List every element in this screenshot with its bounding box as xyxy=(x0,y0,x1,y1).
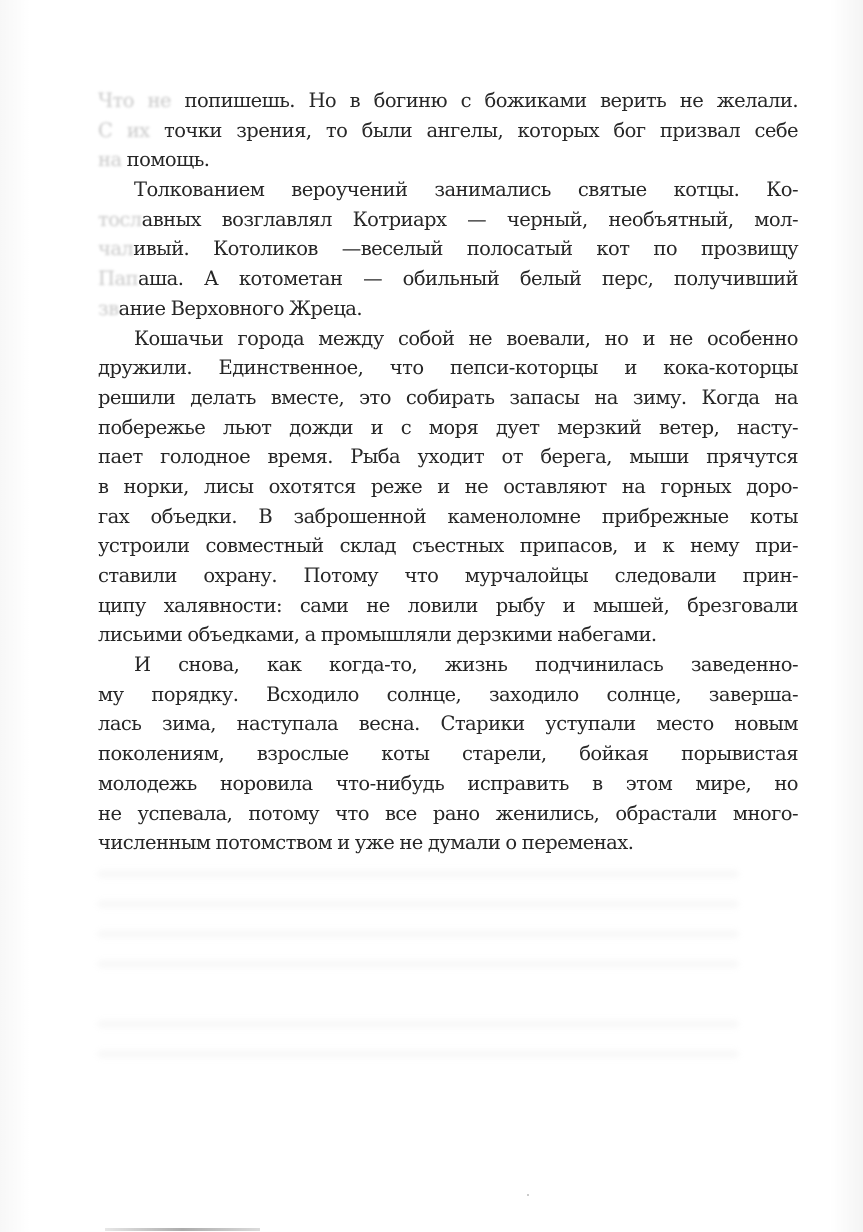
faded-text-fragment: на xyxy=(98,148,122,172)
bleed-through-artifact xyxy=(98,870,738,878)
line-text: И снова, как когда-то, жизнь подчинилась заведенно- xyxy=(134,653,798,677)
line-text: не успевала, потому что все рано женились, обрастали много- xyxy=(98,801,798,825)
faded-text-fragment: С их xyxy=(98,118,150,142)
page-edge-shadow xyxy=(105,1228,260,1231)
text-line xyxy=(98,353,798,383)
text-line xyxy=(98,294,798,324)
faded-text-fragment: Пап xyxy=(98,267,138,291)
line-text: лась зима, наступала весна. Старики уступали место новым xyxy=(98,712,798,736)
paragraph-2 xyxy=(98,175,798,323)
text-line xyxy=(98,680,798,710)
text-line xyxy=(98,175,798,205)
text-line xyxy=(98,234,798,264)
line-text: попишешь. Но в богиню с божиками верить не желали. xyxy=(170,89,798,112)
text-line xyxy=(98,205,798,235)
text-line xyxy=(98,502,798,532)
text-line xyxy=(98,620,798,650)
text-line xyxy=(98,739,798,769)
line-text: лисьими объедками, а промышляли дерзкими набегами. xyxy=(98,623,657,647)
line-text: в норки, лисы охотятся реже и не оставляют на горных доро- xyxy=(98,474,798,498)
line-text: дружили. Единственное, что пепси-которцы и кока-которцы xyxy=(98,356,798,380)
paragraph-4 xyxy=(98,650,798,858)
line-text: аша. А котометан — обильный белый перс, получивший xyxy=(137,267,798,291)
scan-speck xyxy=(527,1194,529,1196)
bleed-through-artifact xyxy=(98,900,738,908)
paragraph-1 xyxy=(98,86,798,175)
line-text: Толкованием вероучений занимались святые котцы. Ко- xyxy=(134,178,798,202)
line-text: точки зрения, то были ангелы, которых бог призвал себе xyxy=(149,118,799,142)
text-line xyxy=(98,799,798,829)
paragraph-3 xyxy=(98,324,798,651)
text-line xyxy=(98,650,798,680)
faded-text-fragment: зв xyxy=(98,296,119,320)
text-line xyxy=(98,413,798,443)
bleed-through-artifact xyxy=(98,930,738,938)
text-line xyxy=(98,86,798,116)
faded-text-fragment: Что не xyxy=(98,89,171,112)
faded-text-fragment: тосл xyxy=(98,207,142,231)
line-text: побережье льют дожди и с моря дует мерзкий ветер, насту- xyxy=(98,415,798,439)
text-line xyxy=(98,531,798,561)
text-line xyxy=(98,472,798,502)
line-text: авных возглавлял Котриарх — черный, необъятный, мол- xyxy=(141,207,798,231)
text-line xyxy=(98,591,798,621)
text-line xyxy=(98,769,798,799)
text-line xyxy=(98,709,798,739)
line-text: гах объедки. В заброшенной каменоломне прибрежные коты xyxy=(98,504,798,528)
text-line xyxy=(98,561,798,591)
text-line xyxy=(98,828,798,858)
line-text: ципу халявности: сами не ловили рыбу и мышей, брезговали xyxy=(98,593,798,617)
text-line xyxy=(98,264,798,294)
line-text: ивый. Котоликов —веселый полосатый кот по прозвищу xyxy=(133,237,798,261)
text-line xyxy=(98,324,798,354)
text-line xyxy=(98,145,798,175)
text-line xyxy=(98,116,798,146)
line-text: решили делать вместе, это собирать запасы на зиму. Когда на xyxy=(98,385,798,409)
body-text xyxy=(98,86,798,858)
line-text: ание Верховного Жреца. xyxy=(118,296,363,320)
bleed-through-artifact xyxy=(98,1020,738,1028)
text-line xyxy=(98,442,798,472)
bleed-through-artifact xyxy=(98,960,738,968)
line-text: му порядку. Всходило солнце, заходило солнце, заверша- xyxy=(98,682,798,706)
line-text: поколениям, взрослые коты старели, бойкая порывистая xyxy=(98,742,798,766)
line-text: пает голодное время. Рыба уходит от берега, мыши прячутся xyxy=(98,445,798,469)
bleed-through-artifact xyxy=(98,1050,738,1058)
line-text: помощь. xyxy=(121,148,210,172)
line-text: Кошачьи города между собой не воевали, но и не особенно xyxy=(134,326,798,350)
line-text: численным потомством и уже не думали о переменах. xyxy=(98,831,634,855)
line-text: ставили охрану. Потому что мурчалойцы следовали прин- xyxy=(98,564,798,587)
line-text: устроили совместный склад съестных припасов, и к нему при- xyxy=(98,534,798,558)
text-line xyxy=(98,383,798,413)
line-text: молодежь норовила что-нибудь исправить в этом мире, но xyxy=(98,771,798,795)
faded-text-fragment: чал xyxy=(98,237,134,261)
